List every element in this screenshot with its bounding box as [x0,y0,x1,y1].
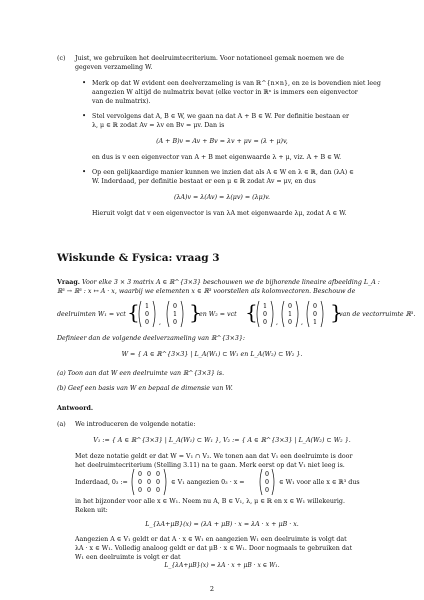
bullet-1-line-3: van de nulmatrix). [92,98,151,105]
part-c-intro-line-2: gegeven verzameling W. [75,64,153,71]
task-a: (a) Toon aan dat W een deelruimte van ℝ^{3×3} is. [57,370,225,377]
bullet-2-display-equation: (A + B)v = Av + Bv = λv + μv = (λ + μ)v, [156,138,288,145]
define-line: Definieer dan de volgende deelverzameling van ℝ^{3×3}: [57,335,246,342]
zero-vector-entry-3: 0 [264,487,270,494]
w2-vec2-entry-3: 0 [287,319,293,326]
paragraph-4-line-3: W₁ een deelruimte is volgt er dat [75,554,181,561]
paragraph-1-line-1: Met deze notatie geldt er dat W = V₁ ∩ V₂. We tonen aan dat V₁ een deelruimte is door [75,453,353,460]
w2-vec2-entry-2: 1 [287,311,293,318]
v-display-equation: V₁ := { A ∈ ℝ^{3×3} | L_A(W₁) ⊂ W₁ }, V₂ := { A ∈ ℝ^{3×3} | L_A(W₂) ⊂ W₂ }. [93,437,351,444]
answer-a-intro: We introduceren de volgende notatie: [75,421,196,428]
page-number: 2 [209,585,215,593]
bullet-3-line-2: W. Inderdaad, per definitie bestaat er een μ ∈ ℝ zodat Av = μv, en dus [92,178,316,185]
paragraph-3-line-2: Reken uit: [75,507,108,514]
svg-text:,: , [301,319,304,326]
task-b: (b) Geef een basis van W en bepaal de dimensie van W. [57,385,233,392]
w1-prefix: deelruimten W₁ = vct [57,311,126,318]
zero-matrix-r2c2: 0 [146,479,152,486]
w2-vec3-entry-2: 0 [312,311,318,318]
part-c-intro-line-1: Juist, we gebruiken het deelruimtecriterium. Voor notationeel gemak noemen we de [75,55,344,62]
paragraph-3-line-1: in het bijzonder voor alle x ∈ W₁. Neem nu A, B ∈ V₁, λ, μ ∈ ℝ en x ∈ W₁ willekeurig. [75,498,345,505]
zero-matrix-r3c1: 0 [137,487,143,494]
vraag-label: Vraag. [57,279,80,286]
w-suffix: van de vectorruimte ℝ³. [339,311,416,318]
w1-vec1-entry-2: 0 [144,311,150,318]
zero-matrix-r2c1: 0 [137,479,143,486]
w2-vec1-entry-2: 0 [262,311,268,318]
svg-text:{: { [127,300,140,324]
paragraph-4-line-1: Aangezien A ∈ V₁ geldt er dat A · x ∈ W₁ en aangezien W₁ een deelruimte is volgt dat [75,536,347,543]
w1-vec1-entry-3: 0 [144,319,150,326]
zero-vector-entry-1: 0 [264,471,270,478]
display-l1-equation: L_{λA+μB}(x) = (λA + μB) · x = λA · x + μB · x. [145,521,299,528]
vraag-line-1: Voor elke 3 × 3 matrix A ∈ ℝ^{3×3} beschouwen we de bijhorende lineaire afbeelding L_A : [82,279,380,286]
bullet-3-line-1: Op een gelijkaardige manier kunnen we inzien dat als A ∈ W en λ ∈ ℝ, dan (λA) ∈ [92,169,354,176]
antwoord-label: Antwoord. [57,405,94,412]
svg-text:,: , [159,319,162,326]
svg-text:}: } [330,300,343,324]
bullet-marker: • [82,168,87,176]
w2-vec3-entry-1: 0 [312,303,318,310]
paragraph-2-middle: ∈ V₁ aangezien 0₃ · x = [171,479,245,486]
w2-vec2-entry-1: 0 [287,303,293,310]
w2-vec3-entry-3: 1 [312,319,318,326]
zero-matrix-r3c3: 0 [155,487,161,494]
zero-matrix-r1c2: 0 [146,471,152,478]
zero-matrix-r1c1: 0 [137,471,143,478]
w2-vec1-entry-1: 1 [262,303,268,310]
section-heading: Wiskunde & Fysica: vraag 3 [57,252,220,264]
w2-vectors [245,296,345,332]
bullet-marker: • [82,79,87,87]
answer-a-label: (a) [57,421,66,428]
vraag-line-2: ℝ³ → ℝ³ : x ↦ A · x, waarbij we elementen x ∈ ℝ³ voorstellen als kolomvectoren. Beschouw de [57,288,356,295]
w1-vec2-entry-1: 0 [172,303,178,310]
zero-matrix-r2c3: 0 [155,479,161,486]
bullet-2-line-1: Stel vervolgens dat A, B ∈ W, we gaan na dat A + B ∈ W. Per definitie bestaan er [92,113,349,120]
w1-vec1-entry-1: 1 [144,303,150,310]
zero-vector [257,467,277,499]
display-l2-equation: L_{λA+μB}(x) = λA · x + μB · x ∈ W₁. [164,562,280,569]
paragraph-2-suffix: ∈ W₁ voor alle x ∈ ℝ³ dus [279,479,360,486]
part-c-label: (c) [57,55,66,62]
zero-matrix [129,467,169,499]
w2-prefix: en W₂ = vct [199,311,237,318]
bullet-marker: • [82,112,87,120]
bullet-2-conclusion: en dus is v een eigenvector van A + B met eigenwaarde λ + μ, viz. A + B ∈ W. [92,154,342,161]
w1-vec2-entry-3: 0 [172,319,178,326]
w-display-equation: W = { A ∈ ℝ^{3×3} | L_A(W₁) ⊂ W₁ en L_A(W₂) ⊂ W₂ }. [121,351,303,358]
paragraph-2-prefix: Inderdaad, 0₃ := [75,479,128,486]
w1-vec2-entry-2: 1 [172,311,178,318]
paragraph-4-line-2: λA · x ∈ W₁. Volledig analoog geldt er dat μB · x ∈ W₁. Door nogmaals te gebruiken dat [75,545,353,552]
bullet-2-line-2: λ, μ ∈ ℝ zodat Av = λv en Bv = μv. Dan is [92,122,225,129]
svg-text:}: } [189,300,202,324]
zero-matrix-r1c3: 0 [155,471,161,478]
svg-text:,: , [276,319,279,326]
paragraph-1-line-2: het deelruimtecriterium (Stelling 3.11) na te gaan. Merk eerst op dat V₁ niet leeg is. [75,462,345,469]
bullet-1-line-2: aangezien W altijd de nulmatrix bevat (elke vector in ℝⁿ is immers een eigenvector [92,89,358,96]
w2-vec1-entry-3: 0 [262,319,268,326]
zero-matrix-r3c2: 0 [146,487,152,494]
bullet-3-display-equation: (λA)v = λ(Av) = λ(μv) = (λμ)v. [174,194,270,201]
bullet-3-conclusion: Hieruit volgt dat v een eigenvector is van λA met eigenwaarde λμ, zodat A ∈ W. [92,210,347,217]
svg-text:{: { [245,300,258,324]
zero-vector-entry-2: 0 [264,479,270,486]
bullet-1-line-1: Merk op dat W evident een deelverzameling is van ℝ^{n×n}, en ze is bovendien niet leeg [92,80,381,87]
